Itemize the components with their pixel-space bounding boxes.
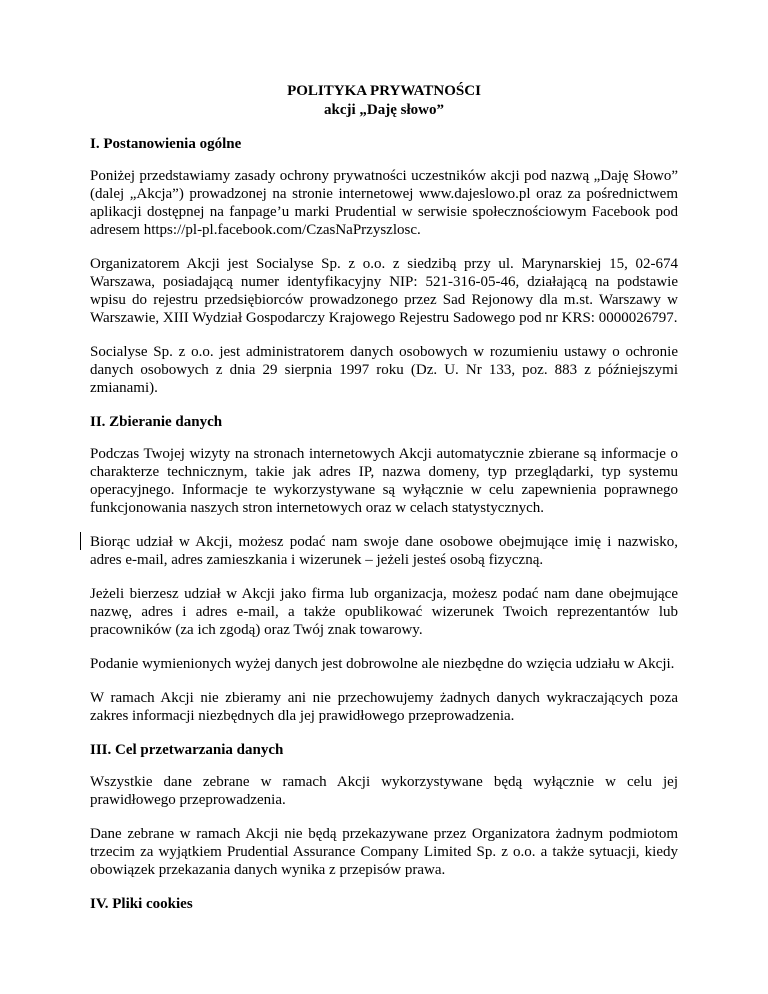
section-general [90, 135, 678, 397]
section-data-collection [90, 413, 678, 725]
paragraph: Wszystkie dane zebrane w ramach Akcji wykorzystywane będą wyłącznie w celu jej prawidłowego przeprowadzenia. [90, 774, 678, 808]
paragraph: Podczas Twojej wizyty na stronach internetowych Akcji automatycznie zbierane są informacje o charakterze technicznym, takie jak adres IP, nazwa domeny, typ przeglądarki, typ systemu operacyjnego. Informacje te wykorzystywane są wyłącznie w celu zapewnienia poprawnego funkcjonowania naszych stron internetowych oraz w celach statystycznych. [90, 446, 678, 516]
paragraph: Organizatorem Akcji jest Socialyse Sp. z o.o. z siedzibą przy ul. Marynarskiej 15, 02-674 Warszawa, posiadającą numer identyfikacyjny NIP: 521-316-05-46, działającą na podstawie wpisu do rejestru przedsiębiorców prowadzonego przez Sad Rejonowy dla m.st. Warszawy w Warszawie, XIII Wydział Gospodarczy Krajowego Rejestru Sadowego pod nr KRS: 0000026797. [90, 256, 678, 326]
paragraph: Podanie wymienionych wyżej danych jest dobrowolne ale niezbędne do wzięcia udziału w Akcji. [90, 656, 675, 672]
paragraph: Poniżej przedstawiamy zasady ochrony prywatności uczestników akcji pod nazwą „Daję Słowo” (dalej „Akcja”) prowadzonej na stronie internetowej www.dajeslowo.pl oraz za pośrednictwem aplikacji dostępnej na fanpage’u marki Prudential w serwisie społecznościowym Facebook pod adresem https://pl-pl.facebook.com/CzasNaPrzyszlosc. [90, 168, 678, 238]
document-page [90, 82, 678, 927]
paragraph: W ramach Akcji nie zbieramy ani nie przechowujemy żadnych danych wykraczających poza zakres informacji niezbędnych dla jej prawidłowego przeprowadzenia. [90, 690, 678, 724]
paragraph: Biorąc udział w Akcji, możesz podać nam swoje dane osobowe obejmujące imię i nazwisko, adres e-mail, adres zamieszkania i wizerunek – jeżeli jesteś osobą fizyczną. [90, 534, 678, 568]
section-heading: II. Zbieranie danych [90, 414, 223, 430]
document-title: POLITYKA PRYWATNOŚCI [287, 83, 481, 99]
section-heading: III. Cel przetwarzania danych [90, 742, 284, 758]
document-subtitle: akcji „Daję słowo” [324, 102, 444, 118]
section-heading: IV. Pliki cookies [90, 896, 193, 912]
paragraph: Jeżeli bierzesz udział w Akcji jako firma lub organizacja, możesz podać nam dane obejmujące nazwę, adres i adres e-mail, a także opublikować wizerunek Twoich reprezentantów lub pracowników (za ich zgodą) oraz Twój znak towarowy. [90, 586, 678, 638]
section-heading: I. Postanowienia ogólne [90, 136, 242, 152]
revision-change-bar [80, 532, 81, 550]
document-title-block [90, 82, 678, 120]
section-cookies [90, 895, 678, 913]
section-processing-purpose [90, 741, 678, 879]
paragraph: Socialyse Sp. z o.o. jest administratorem danych osobowych w rozumieniu ustawy o ochronie danych osobowych z dnia 29 sierpnia 1997 roku (Dz. U. Nr 133, poz. 883 z późniejszymi zmianami). [90, 344, 678, 396]
paragraph: Dane zebrane w ramach Akcji nie będą przekazywane przez Organizatora żadnym podmiotom trzecim za wyjątkiem Prudential Assurance Company Limited Sp. z o.o. a także sytuacji, kiedy obowiązek przekazania danych wynika z przepisów prawa. [90, 826, 678, 878]
